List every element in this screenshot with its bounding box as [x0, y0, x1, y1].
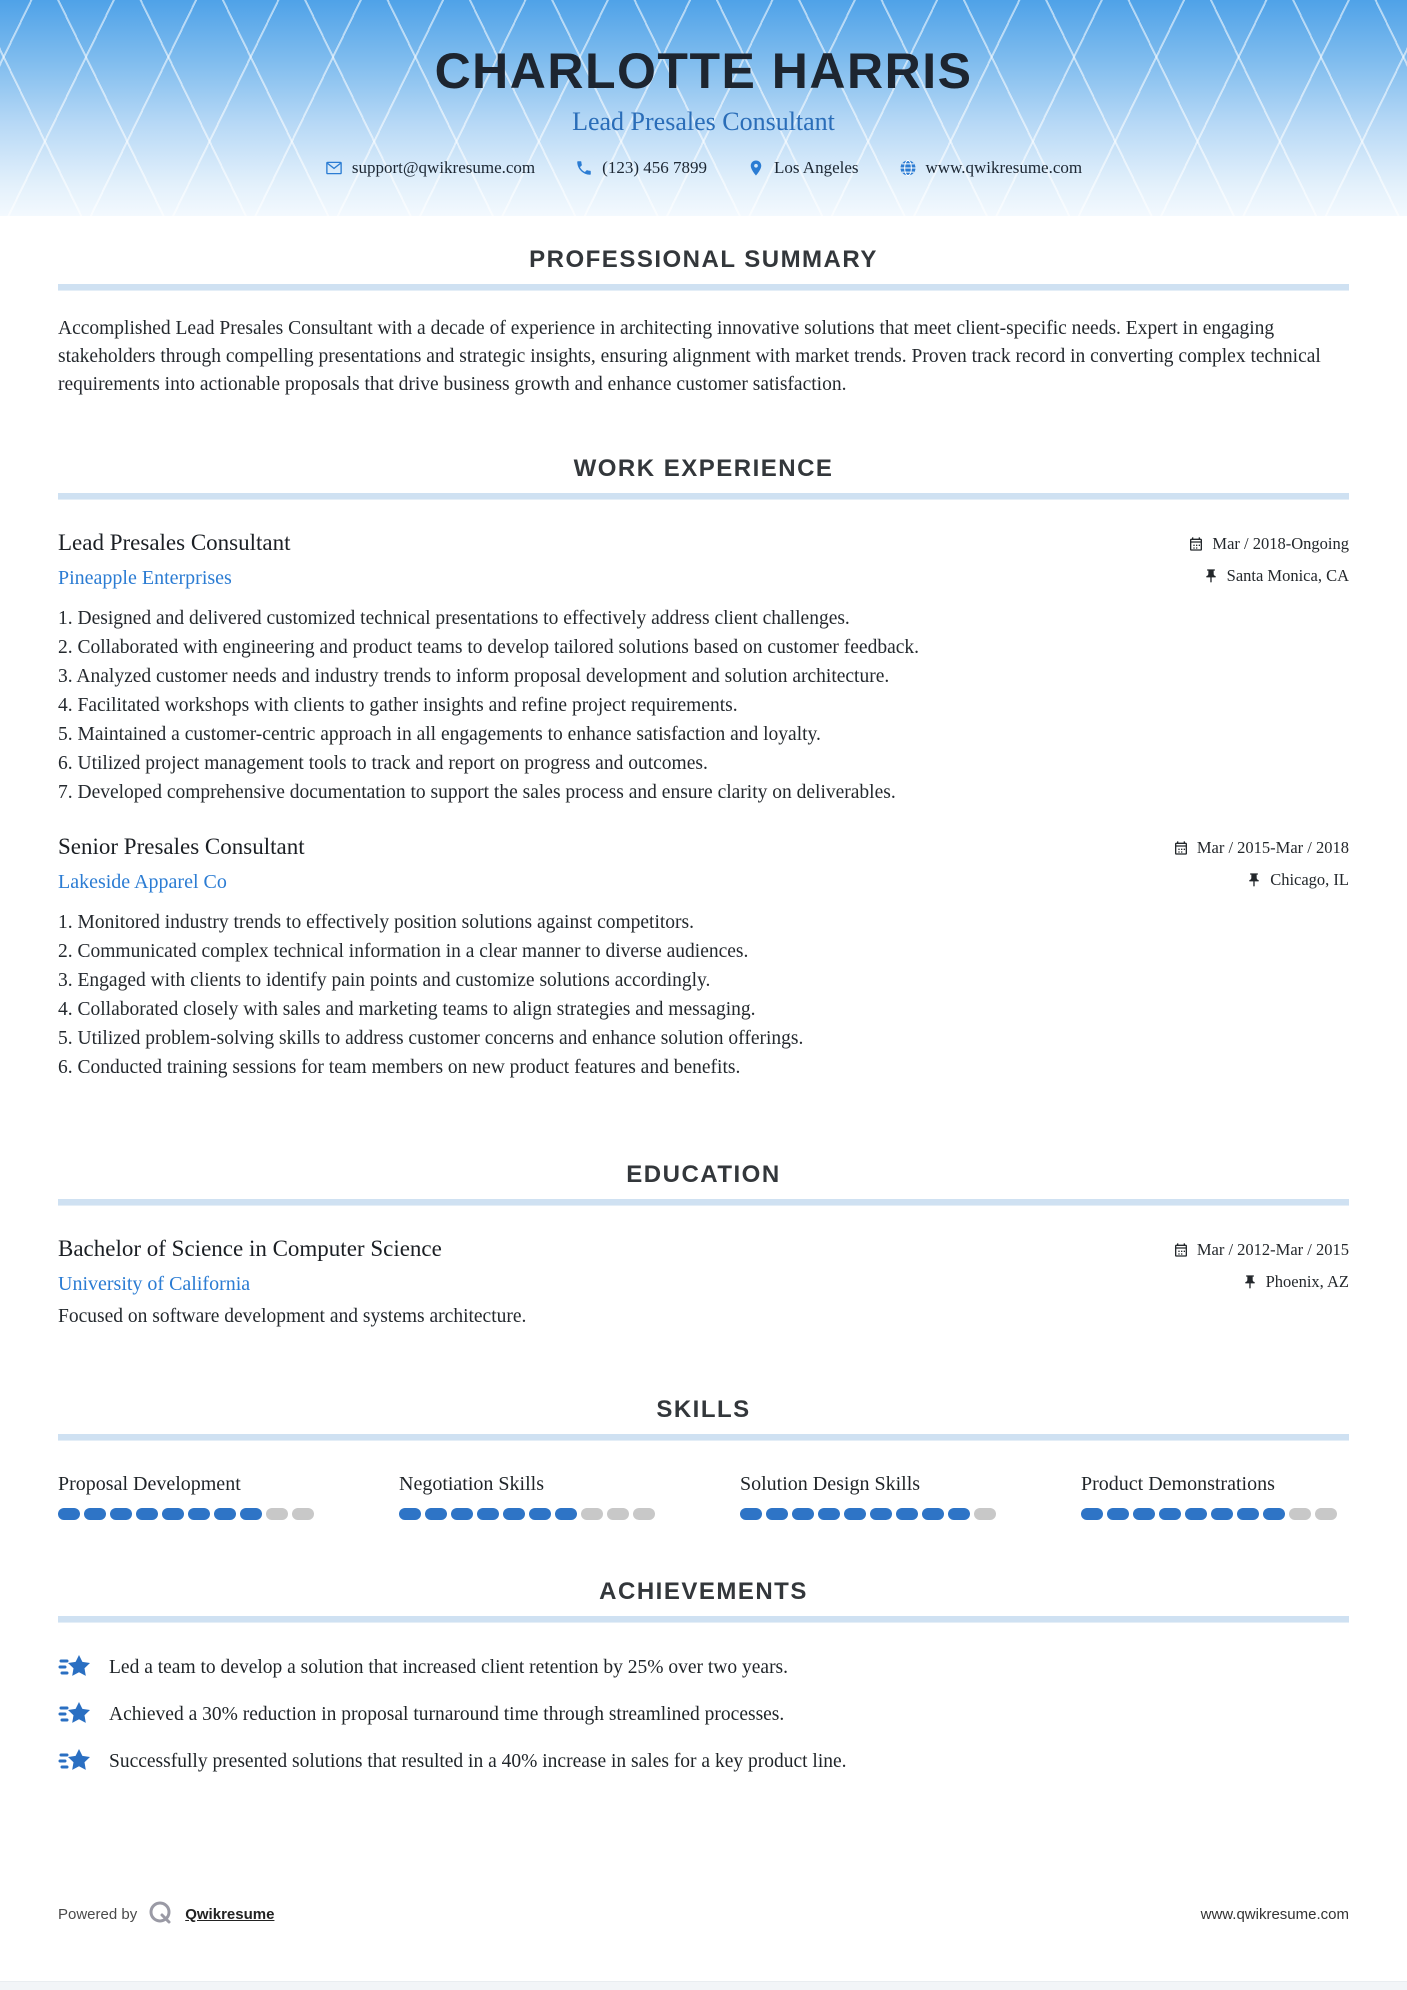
resume-body: [0, 246, 1407, 1777]
achievement-item: [58, 1653, 1349, 1683]
skill-segment: [870, 1508, 892, 1520]
job-bullet: 6. Conducted training sessions for team members on new product features and benefits.: [58, 1057, 741, 1078]
job-bullet: 1. Designed and delivered customized technical presentations to effectively address client challenges.: [58, 608, 850, 629]
job-bullet: 2. Collaborated with engineering and product teams to develop tailored solutions based on customer feedback.: [58, 637, 920, 658]
skill-segment: [214, 1508, 236, 1520]
education-description: Focused on software development and systems architecture.: [58, 1306, 527, 1327]
skill-segment: [84, 1508, 106, 1520]
shooting-star-icon: [58, 1747, 92, 1777]
skill-segment: [607, 1508, 629, 1520]
job-entry: [58, 834, 1349, 1081]
skill-segment: [1107, 1508, 1129, 1520]
skill-segment: [503, 1508, 525, 1520]
skill-segment: [844, 1508, 866, 1520]
job-bullet-list: [58, 605, 1349, 806]
job-title: Senior Presales Consultant: [58, 834, 305, 859]
skill-item: [740, 1473, 1008, 1520]
job-bullet: 3. Analyzed customer needs and industry trends to inform proposal development and solution architecture.: [58, 666, 890, 687]
skill-segment: [974, 1508, 996, 1520]
skill-segment: [896, 1508, 918, 1520]
skill-segment: [1237, 1508, 1259, 1520]
shooting-star-icon: [58, 1653, 92, 1683]
achievement-text: Achieved a 30% reduction in proposal turnaround time through streamlined processes.: [109, 1704, 785, 1725]
calendar-icon: [1173, 1242, 1189, 1258]
skill-segment: [948, 1508, 970, 1520]
skill-segment: [766, 1508, 788, 1520]
section-divider: [58, 1616, 1349, 1623]
job-bullet: 3. Engaged with clients to identify pain points and customize solutions accordingly.: [58, 970, 711, 991]
achievement-item: [58, 1747, 1349, 1777]
skill-item: [58, 1473, 326, 1520]
skill-segment: [792, 1508, 814, 1520]
summary-heading: PROFESSIONAL SUMMARY: [529, 246, 878, 273]
skill-segment: [1211, 1508, 1233, 1520]
job-bullet: 6. Utilized project management tools to track and report on progress and outcomes.: [58, 753, 708, 774]
contact-row: [0, 158, 1407, 178]
qwikresume-logo-icon: [147, 1900, 175, 1928]
achievements-heading: ACHIEVEMENTS: [599, 1578, 808, 1605]
skill-segment: [399, 1508, 421, 1520]
skill-level-bar: [399, 1508, 667, 1520]
skill-name: Solution Design Skills: [740, 1473, 921, 1495]
pushpin-icon: [1246, 872, 1262, 888]
resume-header: [0, 0, 1407, 216]
job-entry: [58, 530, 1349, 806]
achievement-item: [58, 1700, 1349, 1730]
skill-item: [1081, 1473, 1349, 1520]
section-divider: [58, 493, 1349, 500]
skill-segment: [266, 1508, 288, 1520]
section-divider: [58, 1199, 1349, 1206]
skill-segment: [136, 1508, 158, 1520]
section-divider: [58, 284, 1349, 291]
job-bullet: 1. Monitored industry trends to effectively position solutions against competitors.: [58, 912, 695, 933]
degree-title: Bachelor of Science in Computer Science: [58, 1236, 442, 1261]
skill-segment: [529, 1508, 551, 1520]
job-bullet: 4. Collaborated closely with sales and marketing teams to align strategies and messaging.: [58, 999, 756, 1020]
skill-name: Product Demonstrations: [1081, 1473, 1275, 1495]
globe-icon: [899, 159, 917, 177]
qwikresume-link[interactable]: Qwikresume: [185, 1905, 275, 1923]
skills-heading: SKILLS: [656, 1396, 751, 1423]
candidate-name: CHARLOTTE HARRIS: [434, 43, 973, 99]
email-link[interactable]: [325, 158, 535, 178]
achievement-text: Successfully presented solutions that resulted in a 40% increase in sales for a key product line.: [109, 1751, 847, 1772]
education-location: Phoenix, AZ: [1265, 1272, 1349, 1291]
skill-item: [399, 1473, 667, 1520]
skill-segment: [477, 1508, 499, 1520]
phone-text: (123) 456 7899: [602, 158, 707, 177]
skill-name: Proposal Development: [58, 1473, 241, 1495]
skill-segment: [240, 1508, 262, 1520]
pushpin-icon: [1203, 568, 1219, 584]
skill-segment: [425, 1508, 447, 1520]
phone-icon: [575, 159, 593, 177]
job-company: Lakeside Apparel Co: [58, 871, 227, 893]
job-bullet: 2. Communicated complex technical information in a clear manner to diverse audiences.: [58, 941, 749, 962]
website-text: www.qwikresume.com: [925, 158, 1083, 177]
calendar-icon: [1188, 536, 1204, 552]
job-location: Santa Monica, CA: [1226, 566, 1349, 585]
skill-name: Negotiation Skills: [399, 1473, 544, 1495]
skill-segment: [1185, 1508, 1207, 1520]
job-dates: Mar / 2018-Ongoing: [1212, 534, 1349, 553]
job-bullet: 5. Maintained a customer-centric approach in all engagements to enhance satisfaction and loyalty.: [58, 724, 821, 745]
summary-text: Accomplished Lead Presales Consultant with a decade of experience in architecting innovative solutions that meet client-specific needs. Expert in engaging stakeholders through compelling presentations and strategic insights, ensuring alignment with market trends. Proven track record in converting complex technical requirements into actionable proposals that drive business growth and enhance customer satisfaction.: [58, 318, 1321, 395]
job-bullet: 5. Utilized problem-solving skills to address customer concerns and enhance solution offerings.: [58, 1028, 804, 1049]
skill-level-bar: [1081, 1508, 1349, 1520]
website-link[interactable]: [899, 158, 1083, 178]
calendar-icon: [1173, 840, 1189, 856]
skill-segment: [740, 1508, 762, 1520]
education-entry: [58, 1236, 1349, 1328]
location-item: [747, 158, 859, 178]
job-bullet-list: [58, 909, 1349, 1081]
envelope-icon: [325, 159, 343, 177]
job-dates: Mar / 2015-Mar / 2018: [1196, 838, 1349, 857]
job-bullet: 7. Developed comprehensive documentation to support the sales process and ensure clarity on deliverables.: [58, 782, 896, 803]
achievement-text: Led a team to develop a solution that increased client retention by 25% over two years.: [109, 1657, 789, 1678]
footer-website-text: www.qwikresume.com: [1200, 1905, 1349, 1923]
skill-segment: [581, 1508, 603, 1520]
pushpin-icon: [1242, 1274, 1258, 1290]
skill-segment: [1081, 1508, 1103, 1520]
school-name: University of California: [58, 1273, 251, 1295]
skills-grid: [58, 1473, 1349, 1520]
skill-level-bar: [58, 1508, 326, 1520]
skill-segment: [1263, 1508, 1285, 1520]
bottom-strip: [0, 1981, 1407, 1990]
section-divider: [58, 1434, 1349, 1441]
phone-item: [575, 158, 707, 178]
skill-level-bar: [740, 1508, 1008, 1520]
skill-segment: [1289, 1508, 1311, 1520]
skill-segment: [818, 1508, 840, 1520]
skill-segment: [451, 1508, 473, 1520]
education-heading: EDUCATION: [626, 1161, 781, 1188]
work-heading: WORK EXPERIENCE: [573, 455, 834, 482]
skill-segment: [1315, 1508, 1337, 1520]
skill-segment: [292, 1508, 314, 1520]
skill-segment: [633, 1508, 655, 1520]
education-dates: Mar / 2012-Mar / 2015: [1196, 1240, 1349, 1259]
job-location: Chicago, IL: [1270, 870, 1349, 889]
job-title: Lead Presales Consultant: [58, 530, 291, 555]
job-company: Pineapple Enterprises: [58, 567, 232, 589]
skill-segment: [162, 1508, 184, 1520]
shooting-star-icon: [58, 1700, 92, 1730]
skill-segment: [1159, 1508, 1181, 1520]
skill-segment: [110, 1508, 132, 1520]
skill-segment: [555, 1508, 577, 1520]
skill-segment: [58, 1508, 80, 1520]
job-bullet: 4. Facilitated workshops with clients to gather insights and refine project requirements.: [58, 695, 738, 716]
achievements-list: [58, 1653, 1349, 1777]
skill-segment: [922, 1508, 944, 1520]
candidate-title: Lead Presales Consultant: [572, 107, 835, 136]
skill-segment: [1133, 1508, 1155, 1520]
location-text: Los Angeles: [773, 158, 859, 177]
page-footer: [58, 1900, 1349, 1928]
powered-by-label: Powered by: [58, 1905, 138, 1923]
email-text: support@qwikresume.com: [351, 158, 536, 177]
map-pin-icon: [747, 159, 765, 177]
skill-segment: [188, 1508, 210, 1520]
